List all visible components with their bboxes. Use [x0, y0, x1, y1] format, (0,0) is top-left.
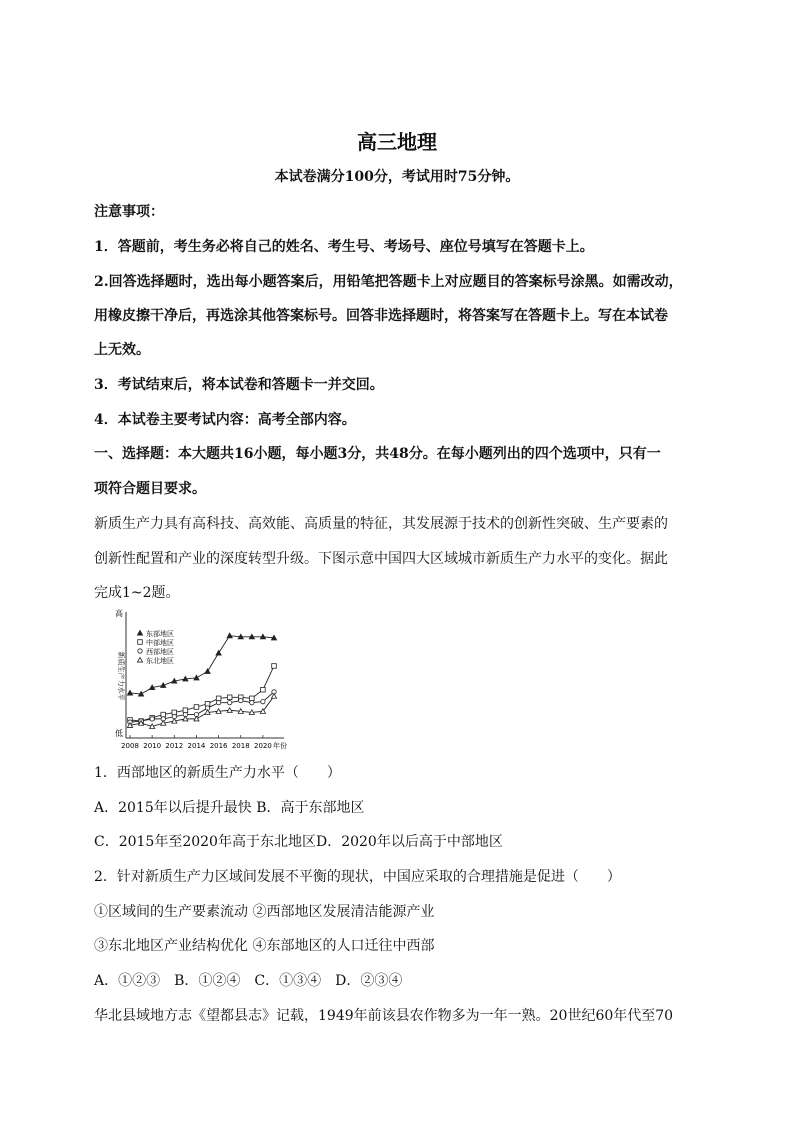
legend-label-2: 中部地区: [146, 639, 174, 647]
data-point-s1-2016: [216, 650, 221, 655]
y-axis-label: 新质生产力水平: [117, 651, 125, 701]
q2-options: A．①②③ B．①②④ C．①③④ D．②③④: [94, 973, 403, 989]
legend-marker-2: [138, 640, 143, 645]
data-point-s2-2016: [216, 696, 221, 701]
notice-item-2-line-1: 2.回答选择题时，选出每小题答案后，用铅笔把答题卡上对应题目的答案标号涂黑。如需改动，: [94, 274, 683, 290]
data-point-s2-2020: [261, 687, 266, 692]
notice-item-1: 1．答题前，考生务必将自己的姓名、考生号、考场号、座位号填写在答题卡上。: [94, 239, 594, 255]
legend-marker-1: [137, 630, 142, 635]
notice-heading: 注意事项：: [94, 204, 164, 220]
data-point-s2-2011: [161, 712, 166, 717]
q1-stem: 1．西部地区的新质生产力水平（ ）: [94, 765, 341, 781]
data-point-s3-2016: [216, 700, 220, 704]
document-subtitle: 本试卷满分100分，考试用时75分钟。: [274, 169, 520, 185]
document-title: 高三地理: [357, 130, 437, 154]
x-tick-label-2012: 2012: [165, 742, 184, 750]
passage-1-line-1: 新质生产力具有高科技、高效能、高质量的特征，其发展源于技术的创新性突破、生产要素的: [94, 516, 668, 532]
q2-stem: 2．针对新质生产力区域间发展不平衡的现状，中国应采取的合理措施是促进（ ）: [94, 869, 621, 885]
passage-1-line-3: 完成1~2题。: [94, 585, 180, 601]
x-tick-label-2020: 2020: [254, 742, 272, 750]
data-point-s2-2013: [183, 708, 188, 713]
section-heading-line-1: 一、选择题：本大题共16小题，每小题3分，共48分。在每小题列出的四个选项中，只有一: [94, 446, 661, 462]
productivity-line-chart: [114, 604, 290, 752]
notice-item-2-line-2: 用橡皮擦干净后，再选涂其他答案标号。回答非选择题时，将答案写在答题卡上。写在本试卷: [94, 308, 668, 324]
q1-options-cd: C．2015年至2020年高于东北地区D．2020年以后高于中部地区: [94, 834, 503, 850]
legend-label-1: 东部地区: [146, 630, 174, 638]
legend-marker-4: [137, 657, 142, 662]
x-tick-label-2008: 2008: [121, 742, 139, 750]
data-point-s2-2017: [227, 695, 232, 700]
x-tick-label-2014: 2014: [187, 742, 206, 750]
notice-item-4: 4．本试卷主要考试内容：高考全部内容。: [94, 412, 356, 428]
data-point-s4-2021: [271, 694, 276, 699]
data-point-s2-2015: [205, 701, 210, 706]
data-point-s3-2019: [250, 700, 254, 704]
data-point-s3-2018: [239, 698, 243, 702]
y-top-label: 高: [115, 609, 123, 618]
data-point-s2-2021: [272, 664, 277, 669]
q1-options-ab: A．2015年以后提升最快 B．高于东部地区: [94, 800, 365, 816]
x-tick-labels: [121, 735, 287, 750]
legend-label-4: 东北地区: [146, 657, 174, 665]
y-bottom-label: 低: [115, 729, 123, 738]
data-point-s3-2017: [227, 700, 231, 704]
x-axis-unit: 年份: [273, 742, 287, 750]
passage-2-line-1: 华北县域地方志《望都县志》记载，1949年前该县农作物多为一年一熟。20世纪60年代至70: [94, 1008, 674, 1024]
x-tick-label-2010: 2010: [143, 742, 162, 750]
notice-item-3: 3．考试结束后，将本试卷和答题卡一并交回。: [94, 377, 384, 393]
data-point-s3-2010: [150, 717, 154, 721]
chart-legend: [137, 629, 174, 665]
legend-marker-3: [138, 649, 142, 653]
q2-items-1: ①区域间的生产要素流动 ②西部地区发展清洁能源产业: [94, 904, 435, 920]
data-point-s2-2012: [172, 710, 177, 715]
notice-item-2-line-3: 上无效。: [94, 342, 150, 358]
q2-items-2: ③东北地区产业结构优化 ④东部地区的人口迁往中西部: [94, 938, 435, 954]
legend-label-3: 西部地区: [146, 648, 174, 656]
section-heading-line-2: 项符合题目要求。: [94, 481, 206, 497]
data-point-s3-2020: [261, 699, 265, 703]
passage-1-line-2: 创新性配置和产业的深度转型升级。下图示意中国四大区域城市新质生产力水平的变化。据此: [94, 551, 668, 567]
data-point-s2-2019: [250, 696, 255, 701]
data-point-s2-2014: [194, 705, 199, 710]
x-tick-label-2018: 2018: [231, 742, 250, 750]
x-tick-label-2016: 2016: [209, 742, 228, 750]
data-point-s1-2015: [205, 669, 210, 674]
